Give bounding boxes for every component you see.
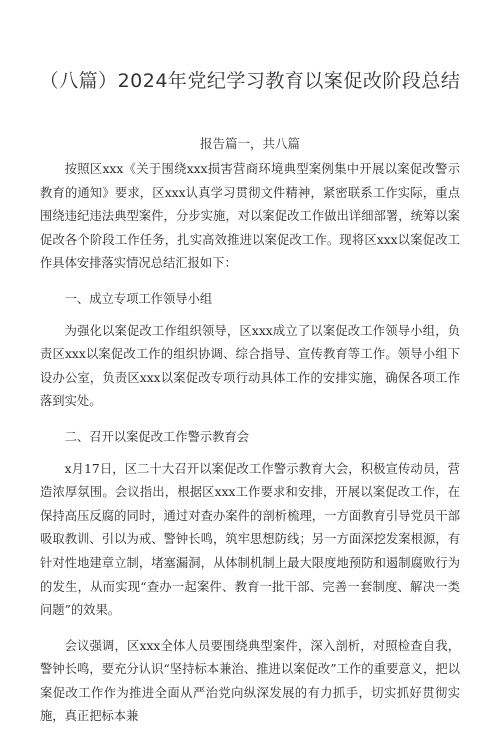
section-heading-1: 一、成立专项工作领导小组 xyxy=(64,291,213,306)
section-heading-2: 二、召开以案促改工作警示教育会 xyxy=(64,429,250,444)
section-2-paragraph-1: x月17日，区二十大召开以案促改工作警示教育大会，积极宣传动员，营造浓厚氛围。会议指出，根据区xxx工作要求和安排，开展以案促改工作，在保持高压反腐的同时，通过对查办案件的剖析梳理，一方面教育引导党员干部吸取教训、引以为戒、警钟长鸣，筑牢思想防线；另一方面深挖发案根源，有针对性地建章立制，堵塞漏洞，从体制机制上最大限度地预防和遏制腐败行为的发生，从而实现“查办一起案件、教育一批干部、完善一套制度、解决一类问题”的效果。 xyxy=(40,461,460,618)
document-body xyxy=(40,158,460,729)
section-2-paragraph-2: 会议强调，区xxx全体人员要围绕典型案件，深入剖析，对照检查自我，警钟长鸣，要充分认识“坚持标本兼治、推进以案促改”工作的重要意义，把以案促改工作作为推进全面从严治党向纵深发展的有力抓手，切实抓好贯彻实施，真正把标本兼 xyxy=(40,638,460,724)
report-number: 报告篇一，共八篇 xyxy=(199,136,300,151)
intro-paragraph: 按照区xxx《关于围绕xxx损害营商环境典型案例集中开展以案促改警示教育的通知》要求，区xxx认真学习贯彻文件精神，紧密联系工作实际，重点围绕违纪违法典型案件，分步实施，对以案促改工作做出详细部署，统筹以案促改各个阶段工作任务，扎实高效推进以案促改工作。现将区xxx以案促改工作具体安排落实情况总结汇报如下： xyxy=(40,162,460,271)
document-title: （八篇）2024年党纪学习教育以案促改阶段总结 xyxy=(39,70,461,92)
section-1-paragraph: 为强化以案促改工作组织领导，区xxx成立了以案促改工作领导小组，负责区xxx以案促改工作的组织协调、综合指导、宣传教育等工作。领导小组下设办公室，负责区xxx以案促改专项行动具体工作的安排实施，确保各项工作落到实处。 xyxy=(40,323,460,409)
